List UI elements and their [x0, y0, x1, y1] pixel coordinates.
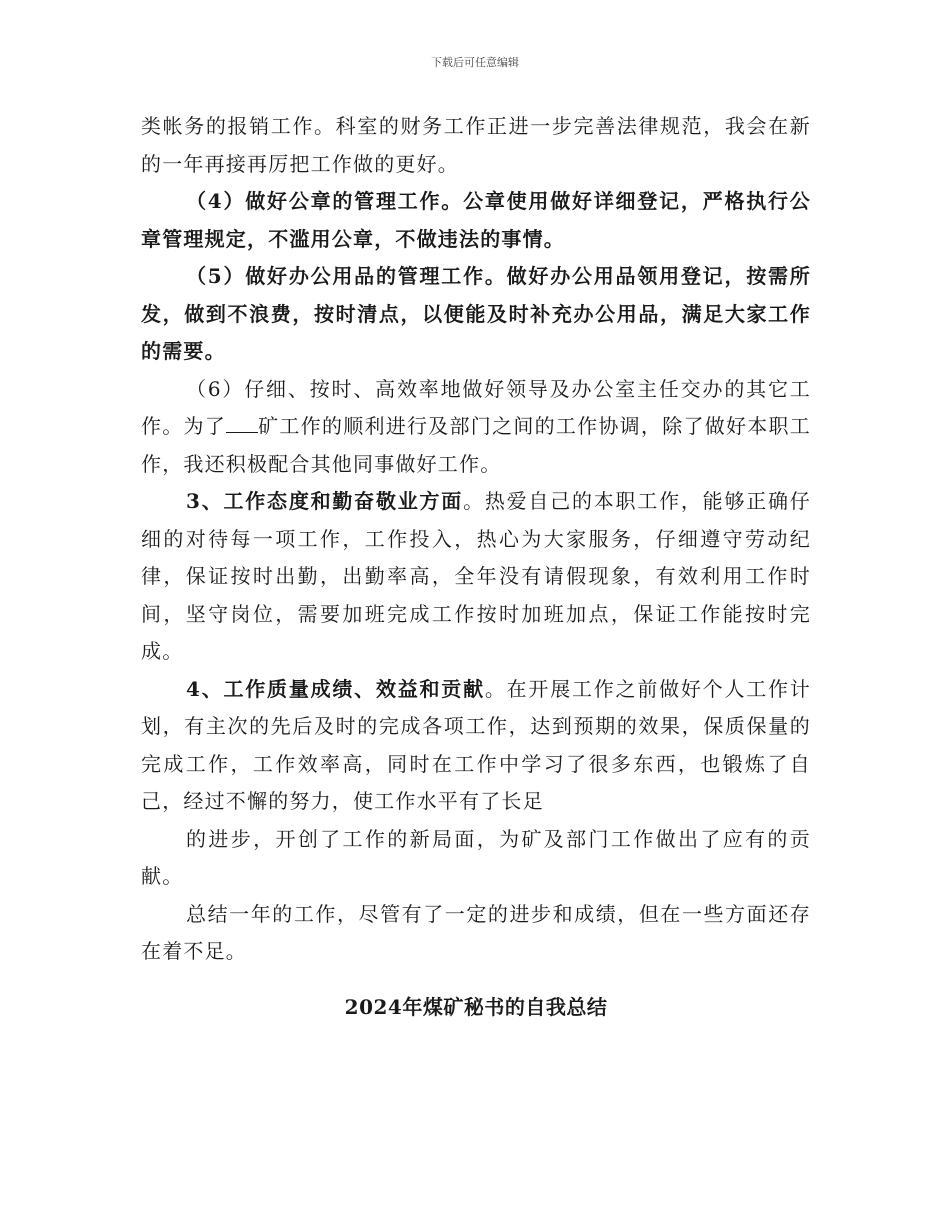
work-attitude-heading: 3、工作态度和勤奋敬业方面: [186, 489, 464, 513]
assigned-tasks-text-a: （6）仔细、按时、高效率地做好领导及办公室主任交办的其它工作。为了: [141, 376, 811, 438]
blank-underline: [226, 414, 258, 433]
section-title: 2024年煤矿秘书的自我总结: [344, 994, 608, 1019]
work-quality-heading: 4、工作质量成绩、效益和贡献: [186, 676, 485, 701]
work-quality-text: 。在开展工作之前做好个人工作计划，有主次的先后及时的完成各项工作，达到预期的效果，保质保量的完成工作，工作效率高，同时在工作中学习了很多东西，也锻炼了自己，经过不懈的努力，使工作水平有了长足: [141, 676, 811, 813]
paragraph-work-attitude: [141, 483, 811, 671]
page-header: 下载后可任意编辑: [431, 56, 519, 69]
paragraph-office-supplies: （5）做好办公用品的管理工作。做好办公用品领用登记，按需所发，做到不浪费，按时清点，以便能及时补充办公用品，满足大家工作的需要。: [141, 264, 811, 363]
paragraph-progress: 的进步，开创了工作的新局面，为矿及部门工作做出了应有的贡献。: [141, 826, 811, 888]
paragraph-summary: 总结一年的工作，尽管有了一定的进步和成绩，但在一些方面还存在着不足。: [141, 901, 811, 963]
paragraph-assigned-tasks: [141, 371, 811, 484]
document-body: [141, 108, 811, 1020]
paragraph-reimbursement: 类帐务的报销工作。科室的财务工作正进一步完善法律规范，我会在新的一年再接再厉把工作做的更好。: [141, 114, 811, 176]
paragraph-seal-management: （4）做好公章的管理工作。公章使用做好详细登记，严格执行公章管理规定，不滥用公章，不做违法的事情。: [141, 189, 811, 251]
paragraph-work-quality: [141, 671, 811, 821]
work-attitude-text: 。热爱自己的本职工作，能够正确仔细的对待每一项工作，工作投入，热心为大家服务，仔细遵守劳动纪律，保证按时出勤，出勤率高，全年没有请假现象，有效利用工作时间，坚守岗位，需要加班完成工作按时加班加点，保证工作能按时完成。: [141, 489, 811, 663]
assigned-tasks-text-b: 矿工作的顺利进行及部门之间的工作协调，除了做好本职工作，我还积极配合其他同事做好工作。: [141, 414, 811, 476]
